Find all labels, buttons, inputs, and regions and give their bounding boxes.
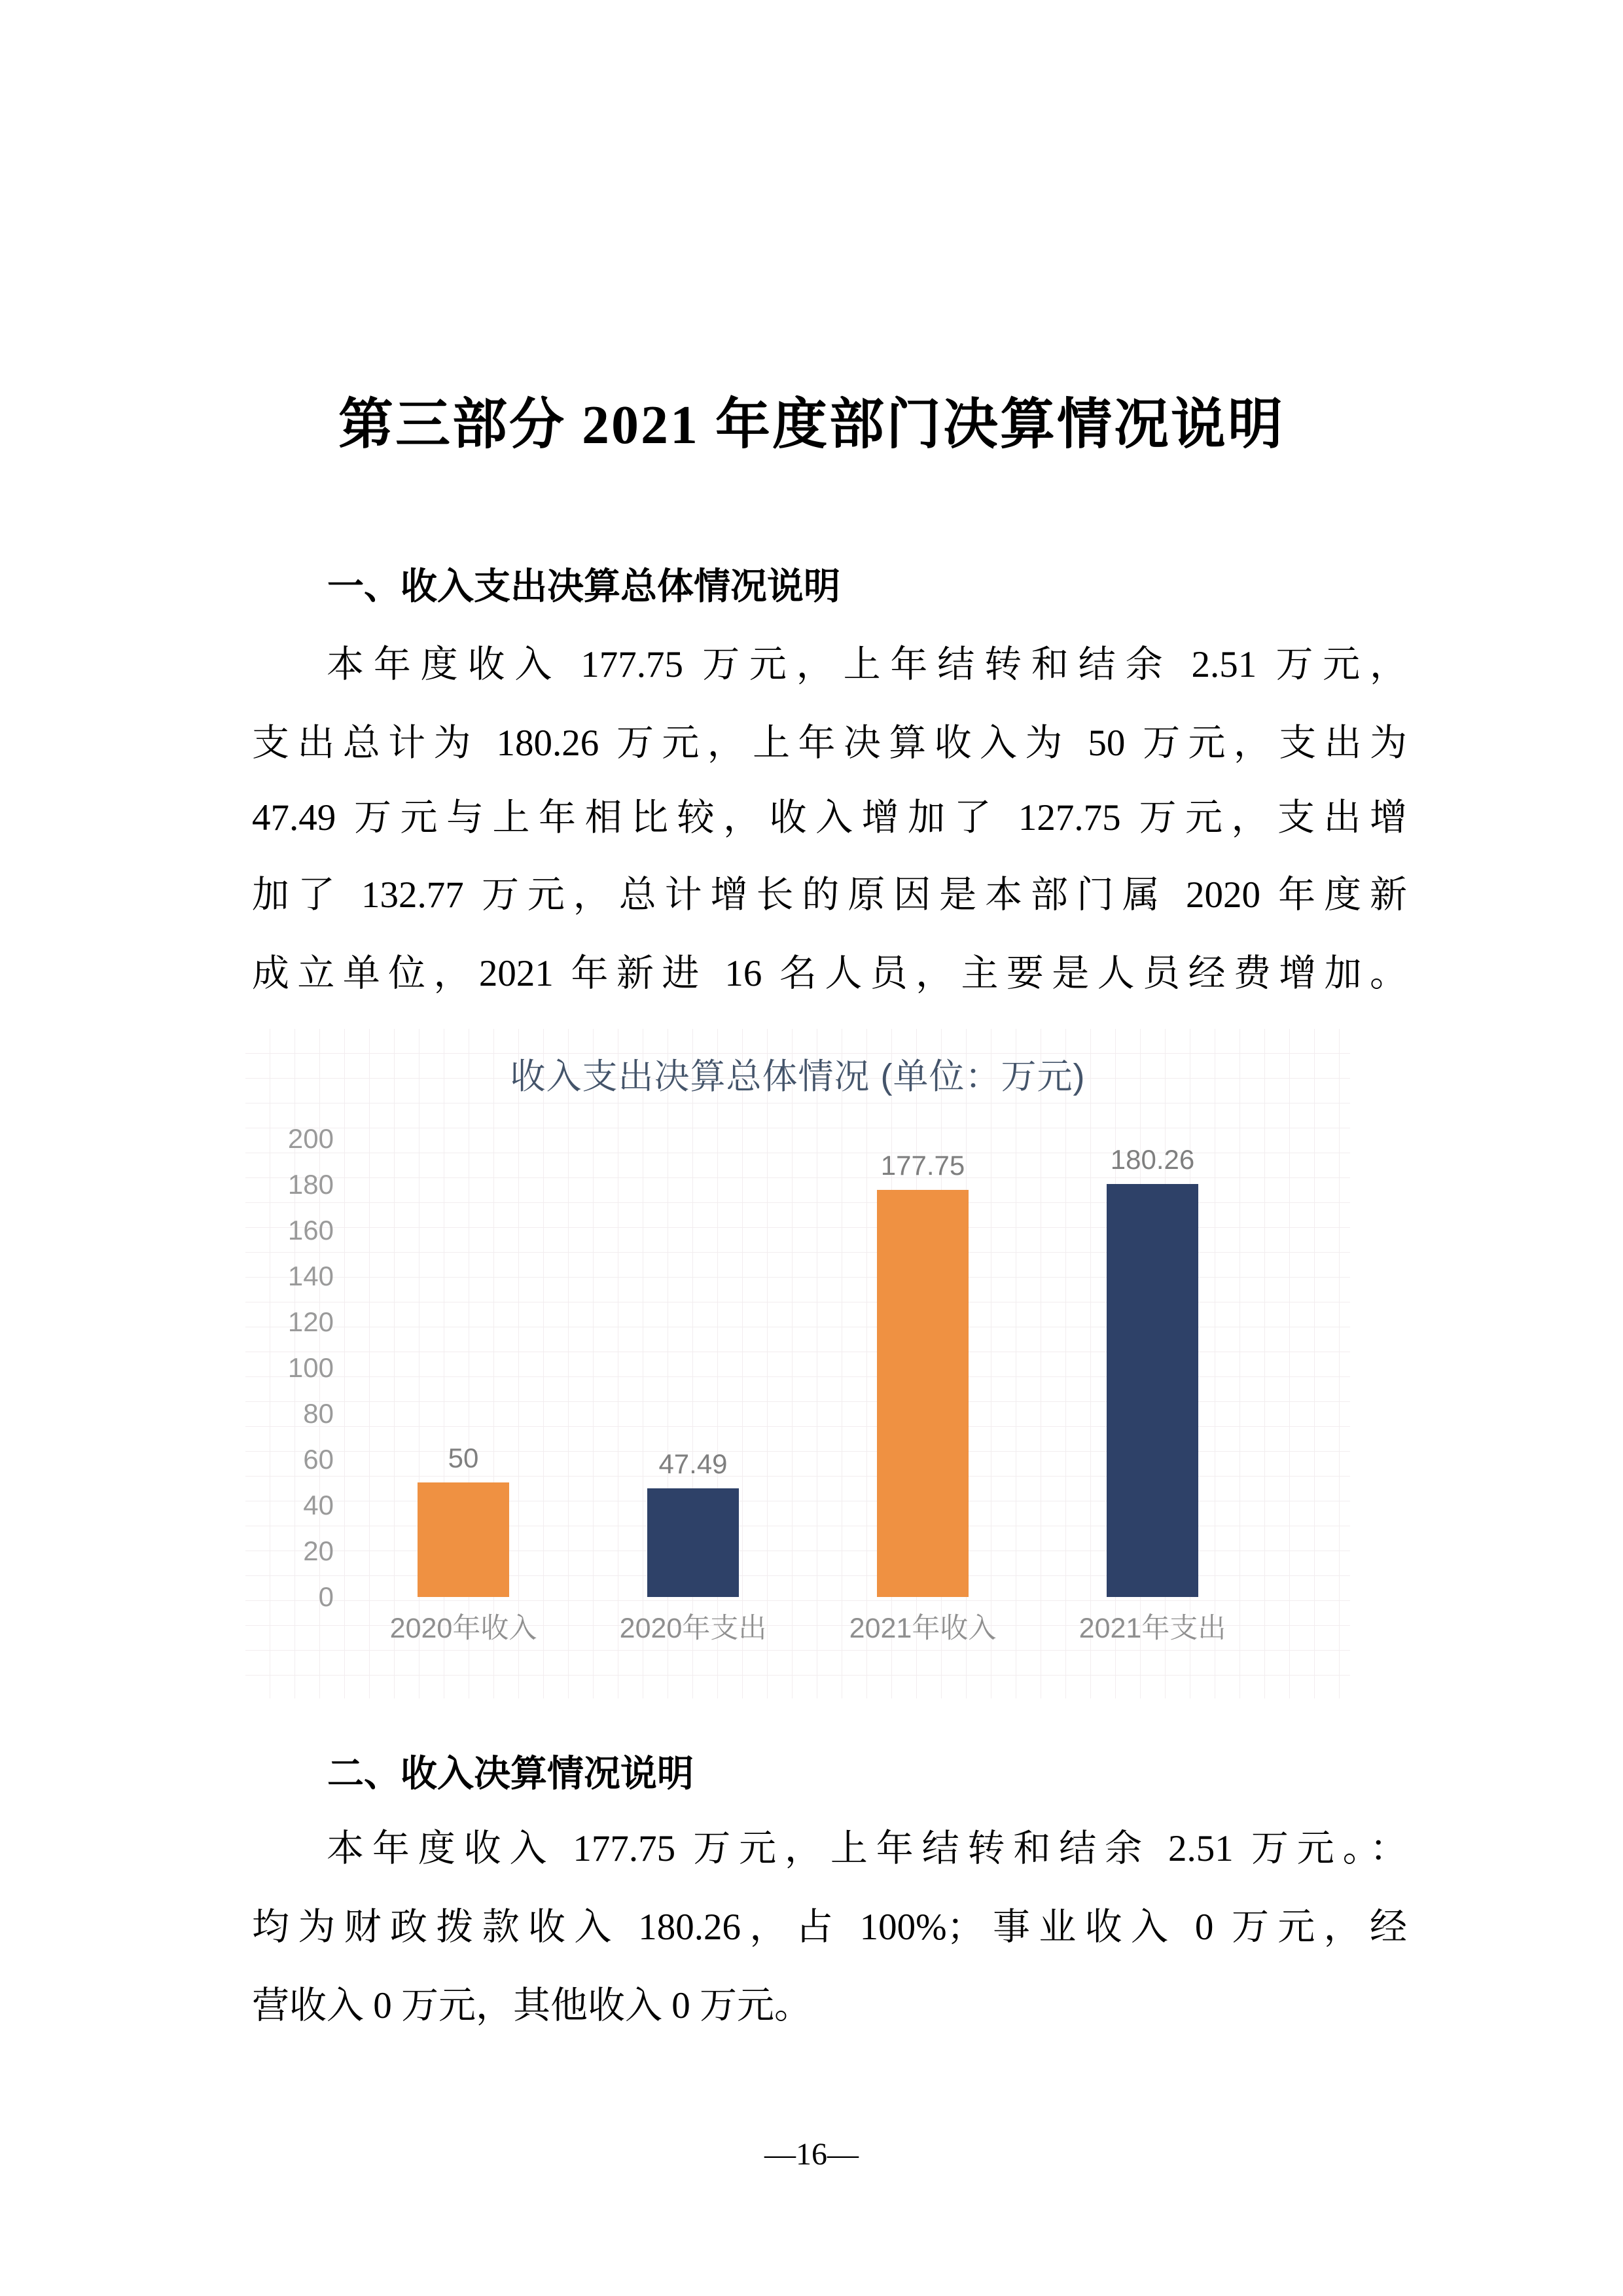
y-axis-tick-label: 180 [287,1169,334,1200]
bar-2020年支出 [647,1488,739,1597]
y-axis-tick-label: 100 [287,1352,334,1383]
paragraph-line: 47.49 万元与上年相比较，收入增加了 127.75 万元，支出增 [252,797,1407,838]
bar-data-label: 50 [448,1443,479,1473]
budget-bar-chart [245,1029,1350,1698]
category-label: 2020年支出 [619,1613,767,1644]
bar-2020年收入 [418,1482,509,1597]
y-axis-tick-label: 160 [287,1215,334,1246]
category-label: 2020年收入 [389,1613,537,1644]
section-heading-income: 二、收入决算情况说明 [327,1753,694,1794]
y-axis-tick-label: 80 [303,1398,334,1429]
paragraph-line: 本年度收入 177.75 万元，上年结转和结余 2.51 万元。： [327,1828,1407,1869]
y-axis-tick-label: 40 [303,1490,334,1520]
bar-2021年收入 [877,1190,969,1597]
chart-title: 收入支出决算总体情况 (单位：万元) [510,1057,1086,1096]
y-axis-tick-label: 120 [287,1306,334,1337]
y-axis-tick-label: 200 [287,1123,334,1154]
y-axis-tick-label: 60 [303,1444,334,1475]
paragraph-line: 加了 132.77 万元，总计增长的原因是本部门属 2020 年度新 [252,874,1407,916]
y-axis-tick-label: 20 [303,1535,334,1566]
paragraph-line: 均为财政拨款收入 180.26，占 100%；事业收入 0 万元，经 [252,1907,1407,1948]
page-number: —16— [764,2137,859,2172]
bar-data-label: 177.75 [880,1150,965,1181]
paragraph-line: 本年度收入 177.75 万元，上年结转和结余 2.51 万元， [327,644,1407,685]
paragraph-line: 成立单位，2021 年新进 16 名人员，主要是人员经费增加。 [252,953,1407,994]
bar-2021年支出 [1107,1184,1198,1597]
category-label: 2021年支出 [1079,1613,1226,1644]
y-axis-tick-label: 0 [318,1581,334,1612]
category-label: 2021年收入 [849,1613,997,1644]
bar-data-label: 47.49 [658,1448,728,1479]
paragraph-line: 支出总计为 180.26 万元，上年决算收入为 50 万元，支出为 [252,723,1407,764]
section-heading-overview: 一、收入支出决算总体情况说明 [327,565,840,607]
y-axis-tick-label: 140 [287,1261,334,1291]
bar-data-label: 180.26 [1110,1144,1195,1175]
paragraph-line: 营收入 0 万元，其他收入 0 万元。 [252,1985,812,2026]
page-title: 第三部分 2021 年度部门决算情况说明 [338,395,1285,456]
